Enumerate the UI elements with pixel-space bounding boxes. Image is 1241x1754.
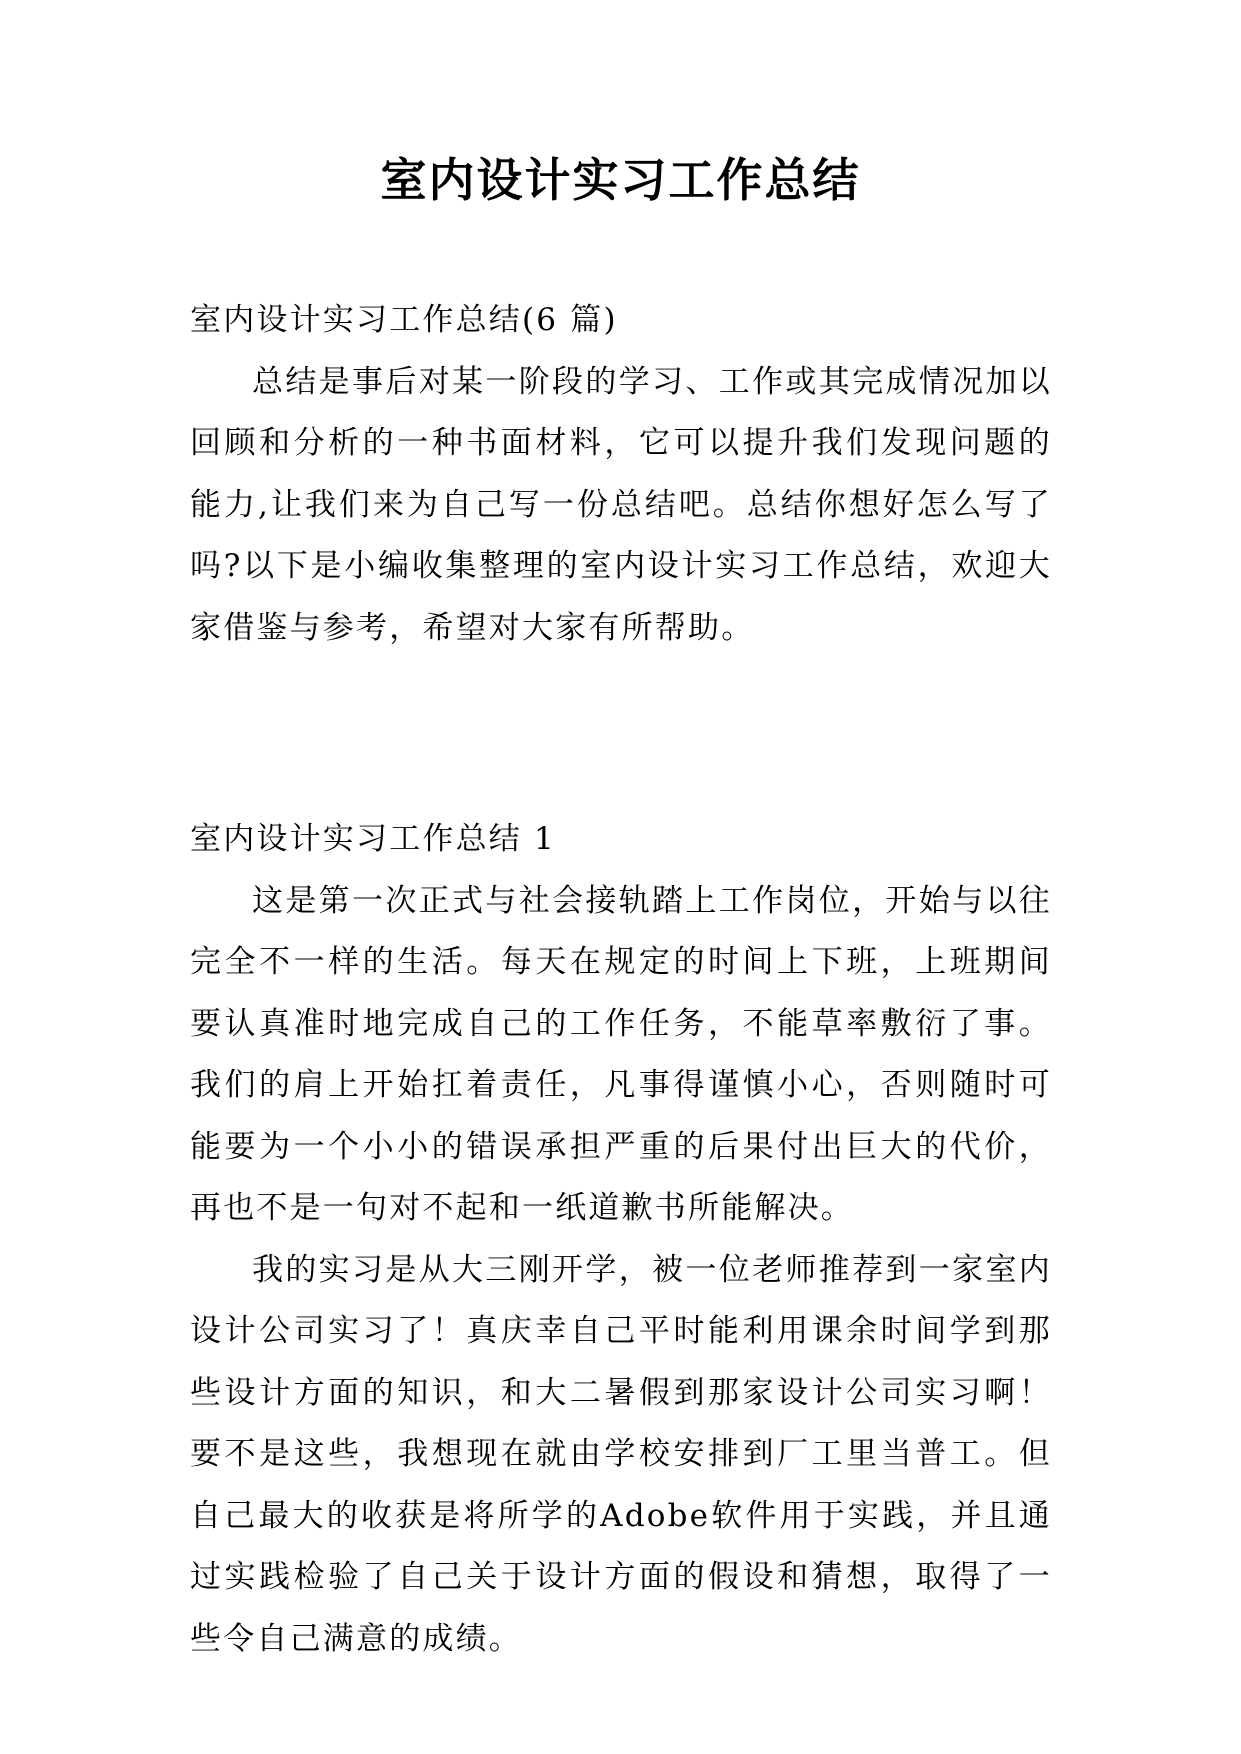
intro-paragraph: 总结是事后对某一阶段的学习、工作或其完成情况加以回顾和分析的一种书面材料，它可以提升我们发现问题的能力,让我们来为自己写一份总结吧。总结你想好怎么写了吗?以下是小编收集整理的室内设计实习工作总结，欢迎大家借鉴与参考，希望对大家有所帮助。: [190, 363, 1052, 646]
document-body: [190, 290, 1052, 1670]
section-paragraph: 我的实习是从大三刚开学，被一位老师推荐到一家室内设计公司实习了！真庆幸自己平时能利用课余时间学到那些设计方面的知识，和大二暑假到那家设计公司实习啊！要不是这些，我想现在就由学校安排到厂工里当普工。但自己最大的收获是将所学的Adobe软件用于实践，并且通过实践检验了自己关于设计方面的假设和猜想，取得了一些令自己满意的成绩。: [190, 1251, 1052, 1657]
document-subtitle: 室内设计实习工作总结(6 篇): [190, 302, 618, 338]
section-paragraph: 这是第一次正式与社会接轨踏上工作岗位，开始与以往完全不一样的生活。每天在规定的时间上下班，上班期间要认真准时地完成自己的工作任务，不能草率敷衍了事。我们的肩上开始扛着责任，凡事得谨慎小心，否则随时可能要为一个小小的错误承担严重的后果付出巨大的代价，再也不是一句对不起和一纸道歉书所能解决。: [190, 882, 1052, 1226]
document-title: 室内设计实习工作总结: [380, 153, 861, 207]
section-spacer: [190, 659, 1052, 809]
section-heading: 室内设计实习工作总结 1: [190, 821, 556, 857]
